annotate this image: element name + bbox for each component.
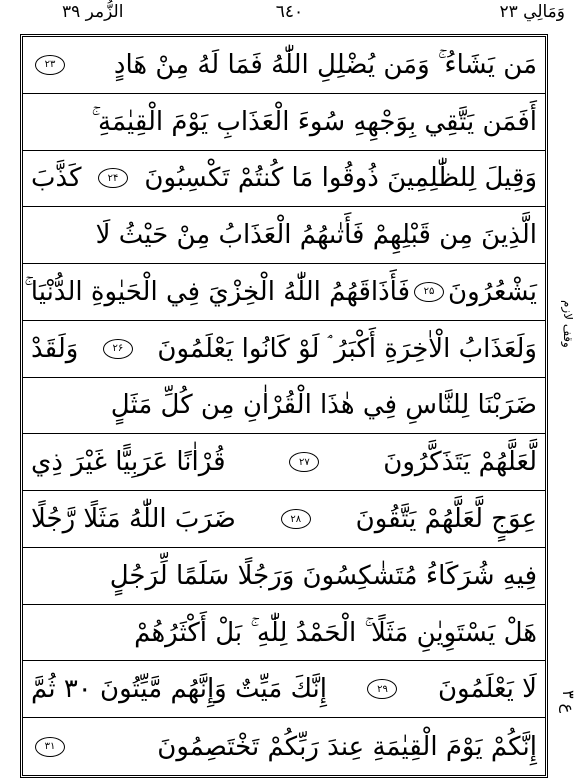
- verse-text-continued: ضَرَبَ اللّٰهُ مَثَلًا رَّجُلًا: [31, 504, 236, 535]
- verse-text-continued: وَلَقَدْ: [31, 333, 79, 364]
- verse-text: عِوَجٍ لَّعَلَّهُمْ يَتَّقُونَ: [355, 504, 537, 535]
- verse-text-continued: كَذَّبَ: [31, 163, 82, 194]
- text-line: [23, 207, 545, 264]
- text-line: [23, 548, 545, 605]
- verse-text: يَشْعُرُونَ: [448, 276, 537, 307]
- ayah-marker: ۲۵: [414, 282, 444, 302]
- text-line: [23, 378, 545, 435]
- text-line: [23, 718, 545, 775]
- verse-text: الَّذِينَ مِن قَبْلِهِمْ فَأَتٰىهُمُ الْعَذَابُ مِنْ حَيْثُ لَا: [95, 220, 537, 251]
- verse-text: لَا يَعْلَمُونَ: [437, 674, 537, 705]
- text-line: [23, 264, 545, 321]
- ayah-marker: ۳۱: [35, 737, 65, 757]
- ayah-marker: ۲۹: [367, 679, 397, 699]
- verse-text: هَلْ يَسْتَوِيٰنِ مَثَلًا ۚ الْحَمْدُ لِلّٰهِ ۚ بَلْ أَكْثَرُهُمْ: [134, 617, 537, 648]
- verse-text: وَلَعَذَابُ الْاٰخِرَةِ أَكْبَرُ ۘ لَوْ كَانُوا يَعْلَمُونَ: [157, 333, 537, 364]
- text-line: [23, 661, 545, 718]
- ayah-marker: ۲۷: [289, 452, 319, 472]
- text-line: [23, 605, 545, 662]
- verse-text: إِنَّكُمْ يَوْمَ الْقِيٰمَةِ عِندَ رَبِّكُمْ تَخْتَصِمُونَ: [157, 731, 537, 762]
- verse-text: فِيهِ شُرَكَاءُ مُتَشٰكِسُونَ وَرَجُلًا سَلَمًا لِّرَجُلٍ: [109, 560, 537, 591]
- verse-text: وَقِيلَ لِلظّٰلِمِينَ ذُوقُوا مَا كُنتُمْ تَكْسِبُونَ: [144, 163, 537, 194]
- text-line: [23, 321, 545, 378]
- juz-name: وَمَالِي ۲۳: [499, 2, 565, 22]
- page-number: ٦٤٠: [275, 2, 304, 22]
- page-header: [0, 0, 579, 26]
- verse-text: ضَرَبْنَا لِلنَّاسِ فِي هٰذَا الْقُرْاٰنِ مِن كُلِّ مَثَلٍ: [110, 390, 537, 421]
- verse-text-continued: إِنَّكَ مَيِّتٌ وَإِنَّهُم مَّيِّتُونَ ۳۰ ثُمَّ: [31, 674, 327, 705]
- text-line: [23, 434, 545, 491]
- text-line: [23, 94, 545, 151]
- text-frame: [20, 34, 548, 778]
- verse-text: أَفَمَن يَتَّقِي بِوَجْهِهِ سُوءَ الْعَذَابِ يَوْمَ الْقِيٰمَةِ ۚ: [91, 106, 537, 137]
- verse-text-continued: قُرْاٰنًا عَرَبِيًّا غَيْرَ ذِي: [31, 447, 226, 478]
- waqf-note: وقف لازم: [561, 300, 575, 348]
- ayah-marker: ۲۸: [281, 509, 311, 529]
- text-line: [23, 37, 545, 94]
- text-line: [23, 491, 545, 548]
- verse-text: لَّعَلَّهُمْ يَتَذَكَّرُونَ: [383, 447, 537, 478]
- verse-text-continued: فَأَذَاقَهُمُ اللّٰهُ الْخِزْيَ فِي الْحَيٰوةِ الدُّنْيَا ۚ: [24, 276, 411, 307]
- ayah-marker: ۲۳: [35, 55, 65, 75]
- ruku-note: ع ۳: [559, 690, 578, 714]
- surah-name: الزُّمر ۳۹: [62, 2, 124, 22]
- ayah-marker: ۲۴: [98, 168, 128, 188]
- verse-text: مَن يَشَاءُ ۚ وَمَن يُضْلِلِ اللّٰهُ فَمَا لَهُ مِنْ هَادٍ: [113, 49, 537, 80]
- text-line: [23, 151, 545, 208]
- ayah-marker: ۲۶: [103, 339, 133, 359]
